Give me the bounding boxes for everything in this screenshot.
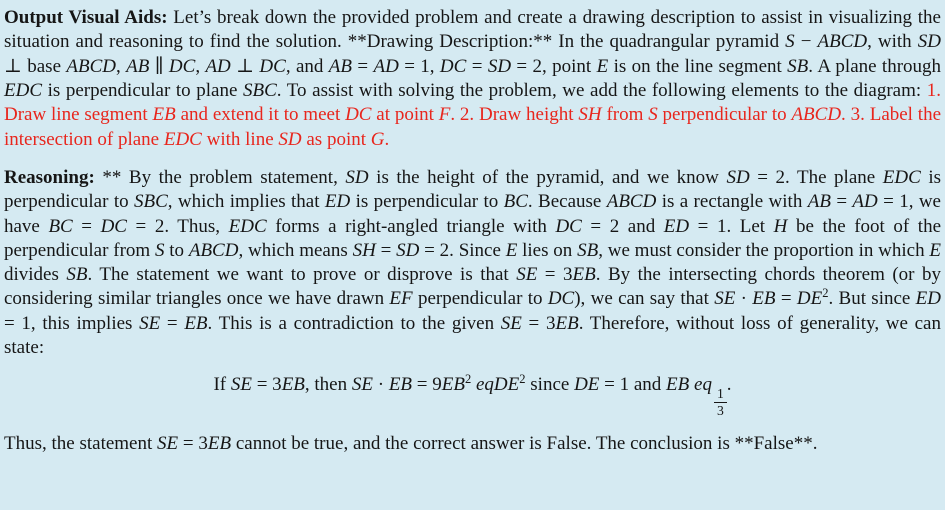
text-run: be the foot of the perpendicular from — [4, 215, 942, 261]
text-run: is perpendicular to — [4, 166, 941, 213]
text-run: SE — [157, 433, 179, 455]
text-run: ABCD — [817, 31, 868, 53]
text-run: · — [735, 288, 753, 310]
text-run: DE — [796, 288, 823, 310]
text-run: = 9 — [412, 374, 442, 396]
text-run: EDC — [882, 166, 921, 188]
text-run: Reasoning: — [4, 166, 95, 188]
text-run: AB — [126, 55, 150, 77]
text-run: . This is a contradiction to the given — [207, 312, 501, 334]
text-run: EB eq — [666, 374, 712, 396]
text-run: = 1 and — [599, 374, 667, 396]
text-run: = 1. Let — [689, 215, 774, 237]
text-run: is a rectangle with — [656, 191, 808, 213]
text-run: EB — [441, 374, 465, 396]
text-run: DC — [547, 288, 575, 310]
text-run: from — [601, 104, 649, 126]
text-run: , which implies that — [167, 191, 325, 213]
text-run: and extend it to meet — [175, 104, 346, 126]
text-run: 2 — [464, 372, 472, 387]
text-run: = — [72, 215, 101, 237]
text-run: SBC — [133, 191, 168, 213]
text-run: EDC — [4, 79, 42, 101]
text-run: eqDE — [475, 374, 520, 396]
text-run: EB — [152, 104, 176, 126]
text-run: ⊥ — [230, 55, 260, 77]
text-run: ⊥ base — [4, 55, 67, 77]
text-run: = 1, we have — [4, 191, 941, 237]
text-run: DC — [168, 55, 196, 77]
text-run: , — [116, 55, 127, 77]
text-run: BC — [503, 191, 528, 213]
text-run: . 2. Draw height — [450, 104, 579, 126]
text-run: Output Visual Aids: — [4, 7, 168, 28]
equation-display — [4, 373, 941, 418]
text-run: SD — [726, 166, 750, 188]
text-run: as point — [301, 128, 371, 150]
text-run: SE — [139, 312, 161, 334]
fraction-denominator: 3 — [716, 402, 724, 418]
text-run: AB — [328, 55, 352, 77]
text-run: = — [830, 191, 853, 213]
text-run: SH — [578, 104, 602, 126]
text-run: . But since — [828, 288, 916, 310]
text-run: ∥ — [149, 55, 169, 77]
text-run: SD — [345, 166, 369, 188]
text-run: perpendicular to — [657, 104, 792, 126]
text-run: ABCD — [791, 104, 842, 126]
text-run: = 3 — [251, 374, 282, 396]
text-run: ABCD — [66, 55, 116, 77]
text-run: . — [384, 128, 390, 150]
text-run: H — [773, 215, 788, 237]
text-run: = 2. Thus, — [126, 215, 229, 237]
fraction — [714, 386, 727, 418]
text-run: SD — [396, 239, 420, 261]
text-run: S — [154, 239, 165, 261]
text-run: G — [370, 128, 385, 150]
text-run: E — [929, 239, 941, 261]
text-run: SB — [577, 239, 599, 261]
text-run: AD — [205, 55, 231, 77]
text-run: · — [372, 374, 389, 396]
text-run: DC — [555, 215, 582, 237]
paragraph-reasoning — [4, 166, 941, 361]
text-run: lies on — [517, 239, 578, 261]
text-run: is the height of the pyramid, and we know — [368, 166, 727, 188]
text-run: ED — [324, 191, 351, 213]
text-run: = — [375, 239, 397, 261]
text-run: ED — [915, 288, 941, 310]
document — [4, 6, 941, 457]
text-run: , — [195, 55, 206, 77]
text-run: . A plane through — [808, 55, 942, 77]
text-run: SB — [66, 264, 88, 286]
text-run: = 2, point — [511, 55, 597, 77]
text-run: EB — [752, 288, 776, 310]
text-run: . — [726, 374, 732, 396]
text-run: = — [352, 55, 374, 77]
text-run: EB — [184, 312, 208, 334]
text-run: DE — [574, 374, 600, 396]
text-run: , and — [285, 55, 329, 77]
text-run: SB — [787, 55, 809, 77]
text-run: Thus, the statement — [4, 433, 158, 455]
text-run: AD — [852, 191, 878, 213]
text-run: DC — [100, 215, 127, 237]
text-run: 2 — [519, 372, 526, 387]
text-run: 2 — [822, 286, 829, 301]
text-run: EDC — [163, 128, 202, 150]
text-run: EB — [388, 374, 413, 396]
text-run: , we must consider the proportion in which — [598, 239, 930, 261]
text-run: to — [164, 239, 189, 261]
text-run: SH — [352, 239, 376, 261]
text-run: S — [648, 104, 658, 126]
text-run: Let’s break down the provided problem and create a drawing description to assist in visualizing the situation and reasoning to find the solution. **Drawing Description:** In the quadrangular pyramid — [4, 7, 941, 53]
text-run: EB — [207, 433, 232, 455]
text-run: is perpendicular to — [350, 191, 504, 213]
text-run: = 2. Since — [419, 239, 506, 261]
text-run: SD — [487, 55, 512, 77]
text-run: AB — [807, 191, 831, 213]
text-run: SD — [917, 31, 941, 53]
text-run: at point — [371, 104, 439, 126]
text-run: = 3 — [521, 312, 556, 334]
text-run: SE — [351, 374, 373, 396]
text-run: EB — [555, 312, 579, 334]
text-run: ** By the problem statement, — [94, 166, 346, 188]
text-run: EF — [389, 288, 413, 310]
text-run: DC — [439, 55, 467, 77]
text-run: = 3 — [178, 433, 208, 455]
text-run: SE — [230, 374, 252, 396]
text-run: cannot be true, and the correct answer is False. The conclusion is **False**. — [231, 433, 818, 455]
text-run: S — [785, 31, 795, 53]
text-run: F — [438, 104, 451, 126]
text-run: . The statement we want to prove or disprove is that — [87, 264, 517, 286]
text-run: forms a right-angled triangle with — [266, 215, 556, 237]
text-run: . Therefore, without loss of generality, we can state: — [4, 312, 941, 359]
text-run: perpendicular to — [412, 288, 548, 310]
text-run: EB — [572, 264, 596, 286]
text-run: ), we can say that — [574, 288, 715, 310]
text-run: 1. Draw line segment — [4, 79, 941, 126]
text-run: , which means — [238, 239, 353, 261]
text-run: . To assist with solving the problem, we add the following elements to the diagram: — [276, 79, 927, 101]
text-run: − — [794, 31, 818, 53]
text-run: with line — [201, 128, 279, 150]
text-run: . 3. Label the intersection of plane — [4, 104, 942, 150]
text-run: . By the intersecting chords theorem (or by considering similar triangles once we have drawn — [4, 264, 941, 310]
paragraph-output-visual-aids — [4, 6, 941, 152]
text-run: = 2 and — [581, 215, 664, 237]
text-run: is perpendicular to plane — [42, 79, 243, 101]
text-run: AD — [373, 55, 399, 77]
text-run: EDC — [228, 215, 267, 237]
text-run: = 1, — [398, 55, 440, 77]
text-run: DC — [345, 104, 372, 126]
text-run: DC — [259, 55, 286, 77]
text-run: divides — [4, 264, 67, 286]
paragraph-conclusion — [4, 432, 941, 456]
text-run: . Because — [527, 191, 607, 213]
text-run: = — [160, 312, 185, 334]
text-run: is on the line segment — [608, 55, 788, 77]
text-run: SE — [500, 312, 522, 334]
text-run: since — [525, 374, 575, 396]
text-run: BC — [48, 215, 73, 237]
text-run: = — [775, 288, 797, 310]
text-run: , then — [304, 374, 352, 396]
text-run: , with — [867, 31, 918, 53]
text-run: = — [466, 55, 488, 77]
text-run: E — [596, 55, 609, 77]
text-run: = 2. The plane — [749, 166, 883, 188]
text-run: SE — [516, 264, 538, 286]
text-run: SBC — [243, 79, 277, 101]
text-run: If — [213, 374, 231, 396]
text-run: ED — [663, 215, 690, 237]
text-run: = 1, this implies — [4, 312, 140, 334]
text-run: = 3 — [537, 264, 573, 286]
text-run: EB — [281, 374, 305, 396]
fraction-numerator: 1 — [714, 386, 727, 403]
text-run: E — [505, 239, 518, 261]
text-run: SE — [714, 288, 736, 310]
text-run: SD — [278, 128, 302, 150]
text-run: ABCD — [606, 191, 657, 213]
text-run: ABCD — [188, 239, 239, 261]
